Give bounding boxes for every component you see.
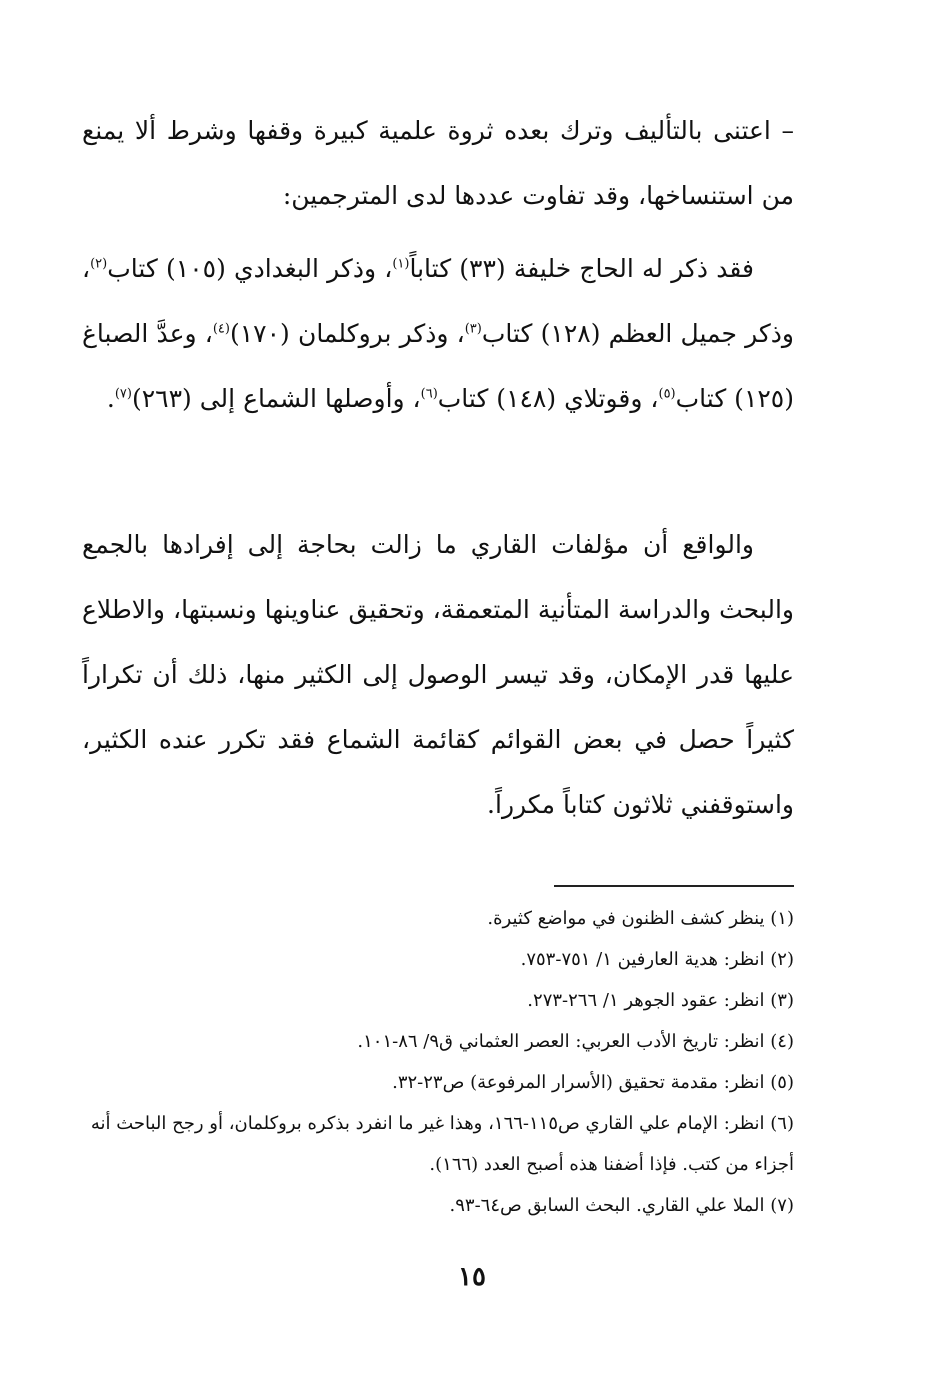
text-segment: ، وأوصلها الشماع إلى (٢٦٣): [131, 384, 421, 413]
paragraph-reality: [82, 512, 794, 837]
footnote-divider: [554, 885, 794, 887]
footnote-item: (٢) انظر: هدية العارفين ١/ ٧٥١-٧٥٣.: [520, 949, 794, 970]
footnote-item: (٣) انظر: عقود الجوهر ١/ ٢٦٦-٢٧٣.: [527, 990, 794, 1011]
text-segment: ، وذكر البغدادي (١٠٥) كتاب: [107, 254, 393, 283]
footnote-reference: (٣): [464, 321, 482, 337]
footnote-reference: (٢): [90, 256, 108, 272]
paragraph-authorship: [82, 98, 794, 228]
paragraph-book-counts: [82, 236, 794, 431]
footnote-item: (١) ينظر كشف الظنون في مواضع كثيرة.: [487, 908, 794, 929]
footnote-reference: (٥): [658, 386, 676, 402]
paragraph-text: [82, 236, 794, 431]
text-segment: .: [106, 384, 115, 413]
text-segment: ، وذكر جميل العظم (١٢٨) كتاب: [82, 254, 794, 348]
footnote-reference: (٦): [420, 386, 438, 402]
footnote-reference: (٧): [114, 386, 132, 402]
paragraph-text: – اعتنى بالتأليف وترك بعده ثروة علمية كبيرة وقفها وشرط ألا يمنع من استنساخها، وقد تفاوت عددها لدى المترجمين:: [82, 116, 794, 210]
footnote-item: (٦) انظر: الإمام علي القاري ص١١٥-١٦٦، وهذا غير ما انفرد بذكره بروكلمان، أو رجح الباحث أنه أجزاء من كتب. فإذا أضفنا هذه أصبح العدد (١٦٦).: [90, 1113, 794, 1175]
footnote-item: (٥) انظر: مقدمة تحقيق (الأسرار المرفوعة) ص٢٣-٣٢.: [392, 1072, 794, 1093]
text-segment: ، وقوتلاي (١٤٨) كتاب: [437, 384, 659, 413]
paragraph-text: والواقع أن مؤلفات القاري ما زالت بحاجة إلى إفرادها بالجمع والبحث والدراسة المتأنية المتعمقة، وتحقيق عناوينها ونسبتها، والاطلاع عليها قدر الإمكان، وقد تيسر الوصول إلى الكثير منها، ذلك أن تكراراً كثيراً حصل في بعض القوائم كقائمة الشماع فقد تكرر عنده الكثير، واستوقفني ثلاثون كتاباً مكرراً.: [82, 530, 794, 819]
text-segment: ، وذكر بروكلمان (١٧٠): [229, 319, 465, 348]
footnote-reference: (١): [392, 256, 410, 272]
footnotes-list: [82, 898, 794, 1226]
text-segment: ، وعدَّ الصباغ (١٢٥) كتاب: [82, 319, 794, 413]
footnote-item: (٤) انظر: تاريخ الأدب العربي: العصر العثماني ق٩/ ٨٦-١٠١.: [357, 1031, 794, 1052]
text-segment: فقد ذكر له الحاج خليفة (٣٣) كتاباً: [409, 254, 754, 283]
page-number: ١٥: [458, 1262, 486, 1292]
footnote-reference: (٤): [212, 321, 230, 337]
footnote-item: (٧) الملا علي القاري. البحث السابق ص٦٤-٩٣.: [449, 1195, 794, 1216]
